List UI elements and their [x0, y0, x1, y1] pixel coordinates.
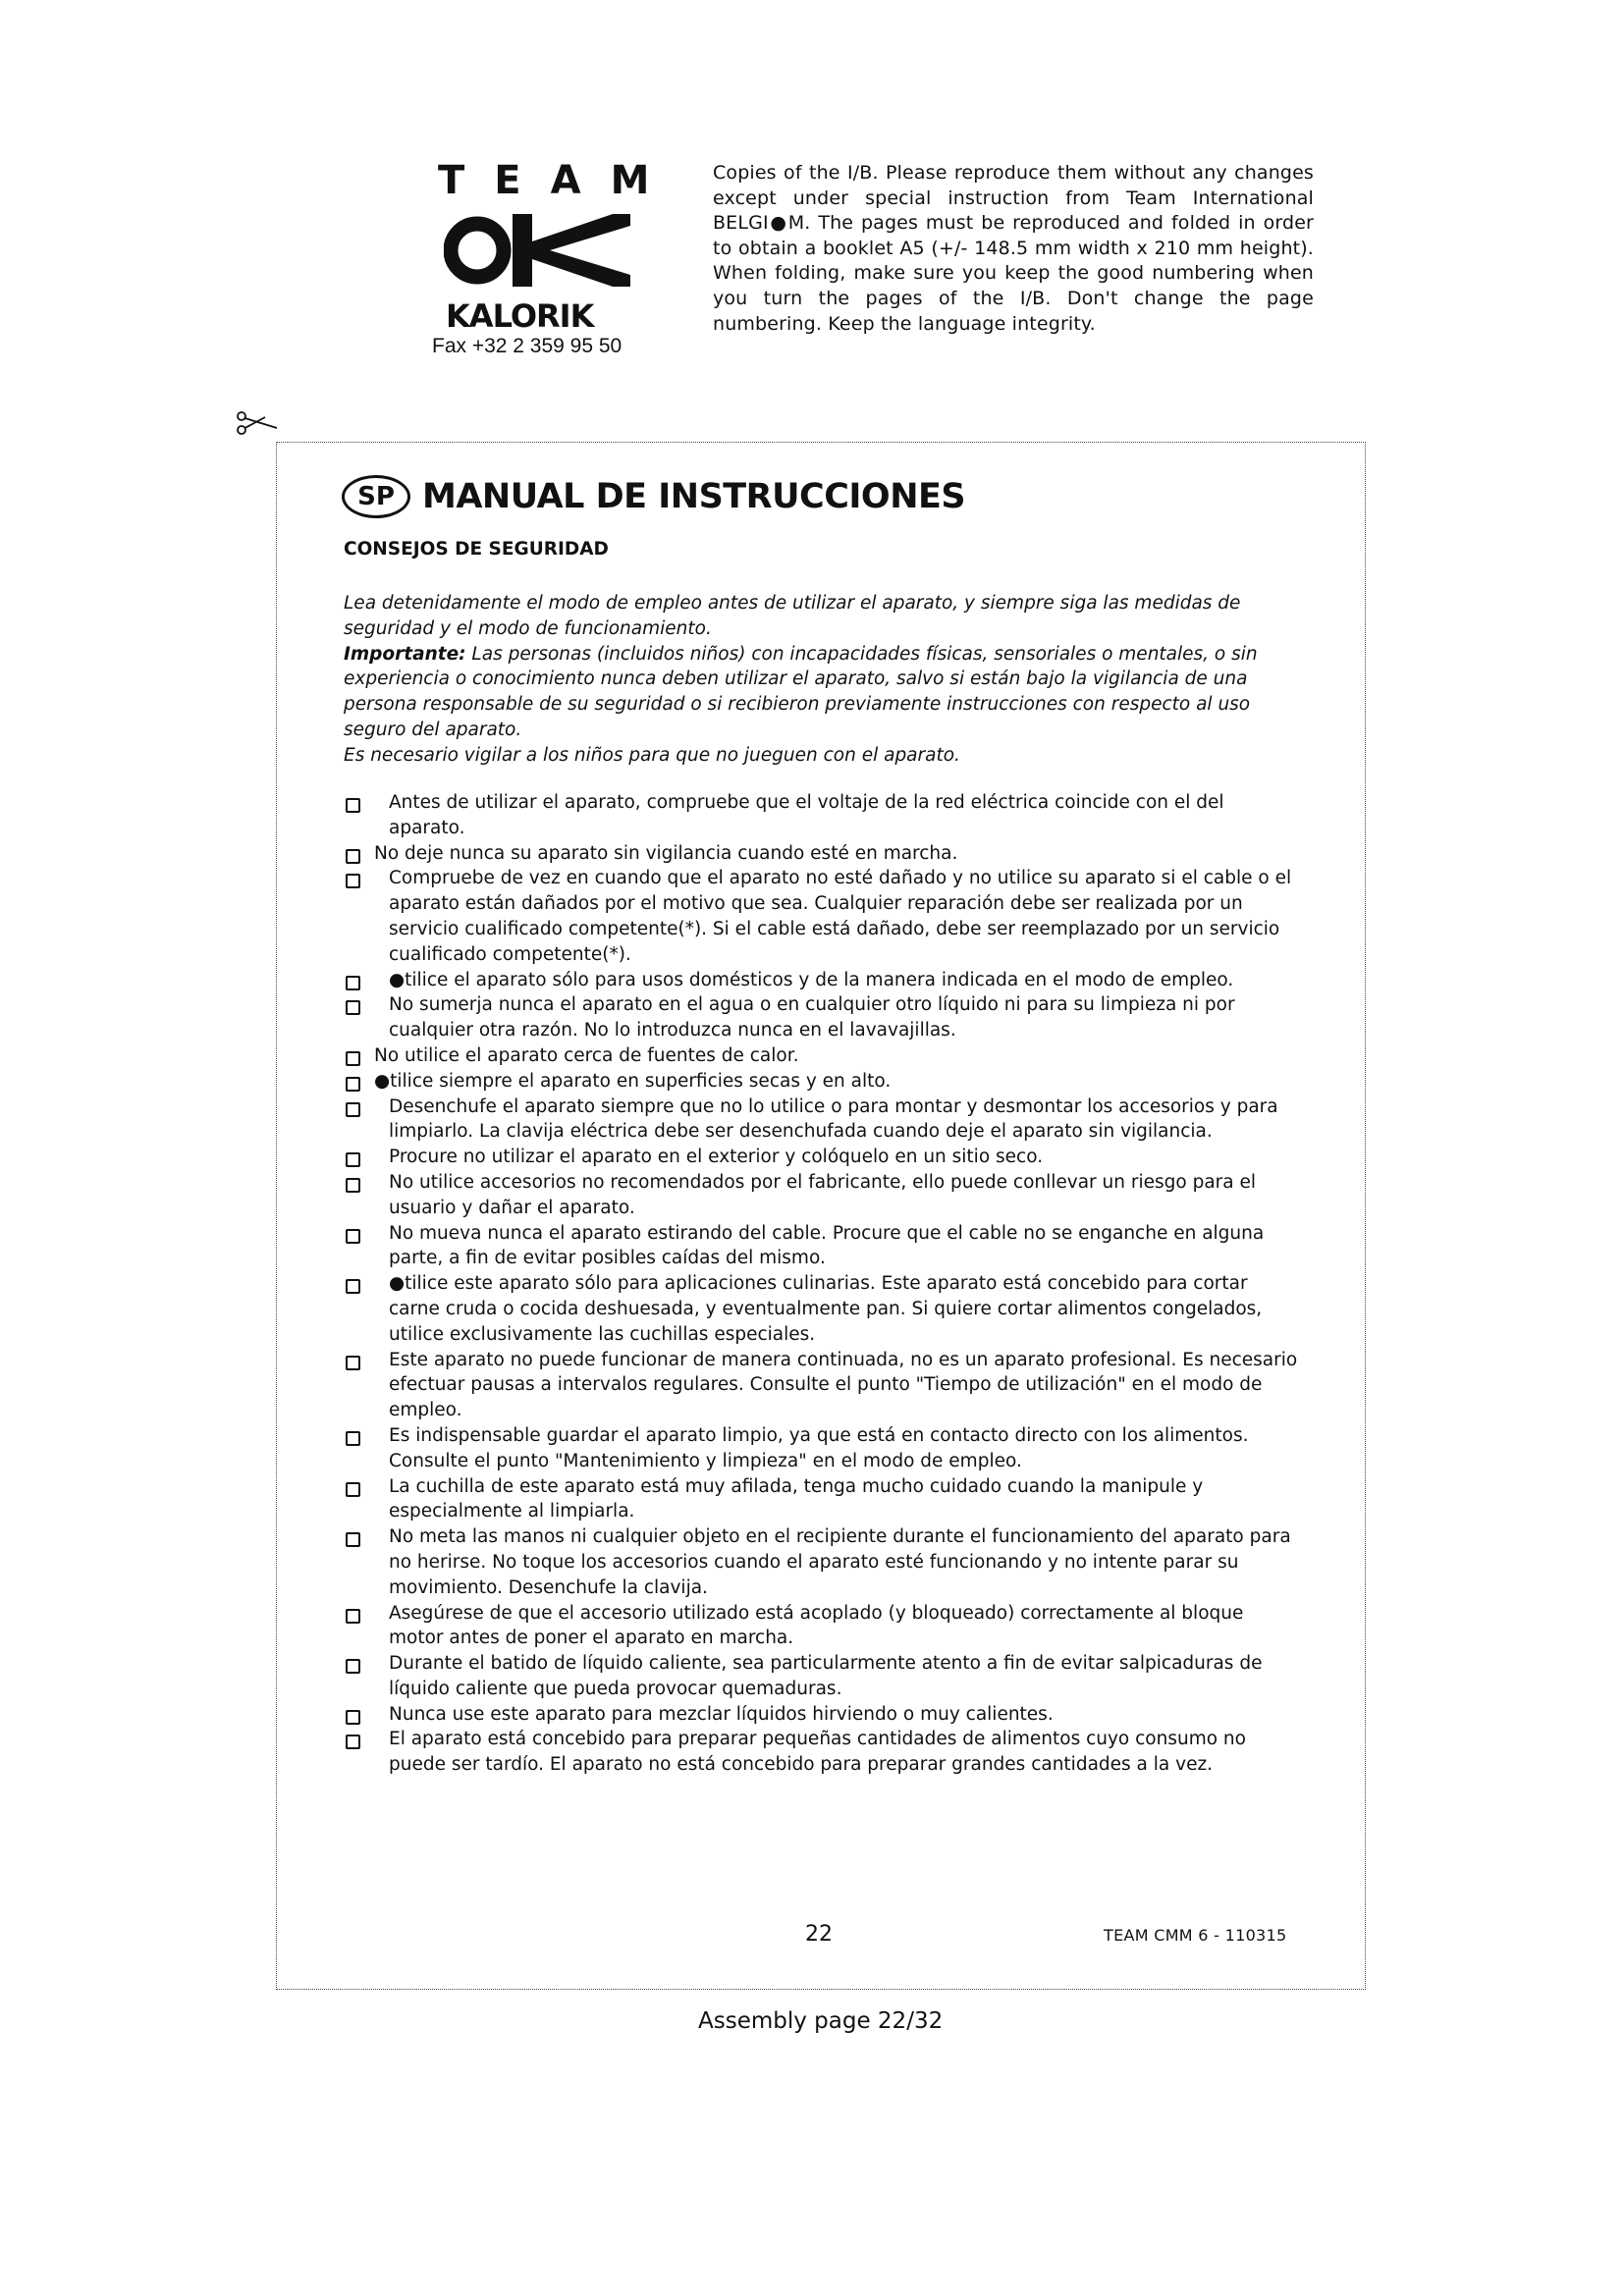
list-item: Asegúrese de que el accesorio utilizado está acoplado (y bloqueado) correctamente al bloque motor antes de poner el aparato en marcha.: [342, 1601, 1299, 1652]
list-item: El aparato está concebido para preparar pequeñas cantidades de alimentos cuyo consumo no puede ser tardío. El aparato no está concebido para preparar grandes cantidades a la vez.: [342, 1727, 1299, 1778]
checkbox-icon: [346, 1000, 360, 1015]
checkbox-icon: [346, 1102, 360, 1117]
list-item: Antes de utilizar el aparato, compruebe que el voltaje de la red eléctrica coincide con el del aparato.: [342, 790, 1299, 841]
list-item: No deje nunca su aparato sin vigilancia cuando esté en marcha.: [342, 841, 1299, 867]
manual-title-text: MANUAL DE INSTRUCCIONES: [422, 477, 966, 516]
intro-paragraph: Lea detenidamente el modo de empleo antes de utilizar el aparato, y siempre siga las medidas de seguridad y el modo de funcionamiento.: [344, 593, 1241, 639]
list-item: Este aparato no puede funcionar de manera continuada, no es un aparato profesional. Es necesario efectuar pausas a intervalos regulares. Consulte el punto "Tiempo de utilización" en el modo de empleo.: [342, 1348, 1299, 1423]
checkbox-icon: [346, 1229, 360, 1244]
assembly-page-label: Assembly page 22/32: [698, 2008, 944, 2034]
checkbox-icon: [346, 1659, 360, 1674]
list-item: Durante el batido de líquido caliente, sea particularmente atento a fin de evitar salpicaduras de líquido caliente que pueda provocar quemaduras.: [342, 1651, 1299, 1702]
scissors-icon: [236, 408, 279, 438]
list-item: No utilice el aparato cerca de fuentes de calor.: [342, 1043, 1299, 1069]
important-text: Las personas (incluidos niños) con incapacidades físicas, sensoriales o mentales, o sin experiencia o conocimiento nunca deben utilizar el aparato, salvo si están bajo la vigilancia de una persona responsable de su seguridad o si recibieron previamente instrucciones con respecto al uso seguro del aparato.: [344, 643, 1258, 740]
page-number: 22: [805, 1922, 833, 1947]
checkbox-icon: [346, 1532, 360, 1547]
list-item: Desenchufe el aparato siempre que no lo utilice o para montar y desmontar los accesorios y para limpiarlo. La clavija eléctrica debe ser desenchufada cuando deje el aparato sin vigilancia.: [342, 1095, 1299, 1146]
checkbox-icon: [346, 1178, 360, 1193]
logo-kalorik-text: KALORIK: [446, 297, 594, 335]
language-badge: SP: [342, 475, 410, 518]
list-item: ●tilice este aparato sólo para aplicaciones culinarias. Este aparato está concebido para cortar carne cruda o cocida deshuesada, y eventualmente pan. Si quiere cortar alimentos congelados, utilice exclusivamente las cuchillas especiales.: [342, 1271, 1299, 1347]
checkbox-icon: [346, 798, 360, 813]
children-paragraph: Es necesario vigilar a los niños para que no jueguen con el aparato.: [344, 744, 960, 766]
checkbox-icon: [346, 1710, 360, 1725]
checkbox-icon: [346, 1152, 360, 1167]
list-item: Procure no utilizar el aparato en el exterior y colóquelo en un sitio seco.: [342, 1145, 1299, 1170]
list-item: Compruebe de vez en cuando que el aparato no esté dañado y no utilice su aparato si el cable o el aparato están dañados por el motivo que sea. Cualquier reparación debe ser realizada por un servicio cualificado competente(*). Si el cable está dañado, debe ser reemplazado por un servicio cualificado competente(*).: [342, 866, 1299, 967]
list-item: ●tilice siempre el aparato en superficies secas y en alto.: [342, 1069, 1299, 1095]
checkbox-icon: [346, 1356, 360, 1370]
team-kalorik-logo: [432, 158, 679, 359]
model-code: TEAM CMM 6 - 110315: [1104, 1926, 1287, 1945]
list-item: Nunca use este aparato para mezclar líquidos hirviendo o muy calientes.: [342, 1702, 1299, 1728]
checkbox-icon: [346, 874, 360, 888]
checkbox-icon: [346, 1431, 360, 1446]
important-paragraph: [344, 642, 1286, 743]
list-item: No sumerja nunca el aparato en el agua o en cualquier otro líquido ni para su limpieza ni por cualquier otra razón. No lo introduzca nunca en el lavavajillas.: [342, 992, 1299, 1043]
intro-text: [344, 591, 1286, 769]
checkbox-icon: [346, 1482, 360, 1497]
checkbox-icon: [346, 1735, 360, 1749]
fax-number: Fax +32 2 359 95 50: [432, 335, 623, 357]
printing-instructions-note: Copies of the I/B. Please reproduce them without any changes except under special instruction from Team International BELGI●M. The pages must be reproduced and folded in order to obtain a booklet A5 (+/- 148.5 mm width x 210 mm height). When folding, make sure you keep the good numbering when you turn the pages of the I/B. Don't change the page numbering. Keep the language integrity.: [713, 162, 1314, 335]
list-item: No utilice accesorios no recomendados por el fabricante, ello puede conllevar un riesgo para el usuario y dañar el aparato.: [342, 1170, 1299, 1221]
checkbox-icon: [346, 1051, 360, 1066]
list-item: La cuchilla de este aparato está muy afilada, tenga mucho cuidado cuando la manipule y especialmente al limpiarla.: [342, 1474, 1299, 1525]
checkbox-icon: [346, 849, 360, 864]
list-item: Es indispensable guardar el aparato limpio, ya que está en contacto directo con los alimentos. Consulte el punto "Mantenimiento y limpieza" en el modo de empleo.: [342, 1423, 1299, 1474]
checkbox-icon: [346, 1609, 360, 1624]
checkbox-icon: [346, 1077, 360, 1092]
list-item: No meta las manos ni cualquier objeto en el recipiente durante el funcionamiento del aparato para no herirse. No toque los accesorios cuando el aparato esté funcionando y no intente parar su movimiento. Desenchufe la clavija.: [342, 1524, 1299, 1600]
checkbox-icon: [346, 1279, 360, 1294]
list-item: ●tilice el aparato sólo para usos domésticos y de la manera indicada en el modo de empleo.: [342, 968, 1299, 993]
section-title: CONSEJOS DE SEGURIDAD: [344, 539, 609, 560]
important-label: Importante:: [344, 643, 466, 665]
checkbox-icon: [346, 976, 360, 990]
list-item: No mueva nunca el aparato estirando del cable. Procure que el cable no se enganche en alguna parte, a fin de evitar posibles caídas del mismo.: [342, 1221, 1299, 1272]
safety-list: [342, 790, 1299, 1778]
manual-title: [342, 471, 965, 522]
logo-team-text: TEAM: [438, 158, 679, 203]
logo-k-icon: [444, 208, 648, 296]
